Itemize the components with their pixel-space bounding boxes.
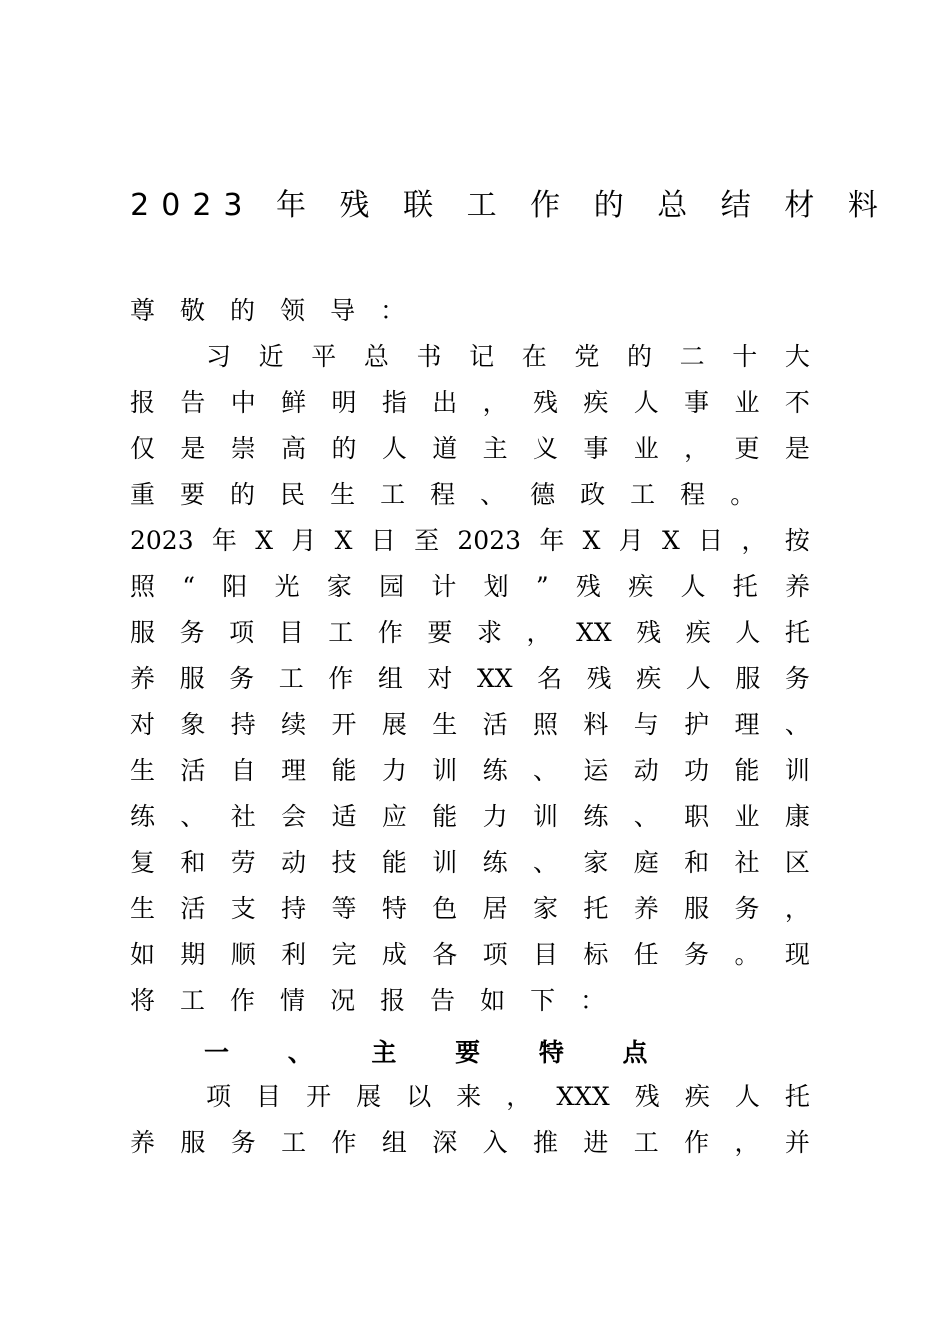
text-token: ， (684, 434, 710, 463)
text-token: X (582, 526, 601, 555)
text-token: 2023 (130, 526, 194, 555)
text-token: 理 (281, 756, 307, 785)
text-token: 敬 (180, 296, 206, 325)
text-token: 、 (533, 848, 559, 877)
text-token: 人 (680, 572, 706, 601)
text-line (130, 426, 810, 472)
text-token: 计 (431, 572, 457, 601)
text-token: 下 (530, 986, 556, 1015)
text-token: 、 (533, 756, 559, 785)
text-token: 总 (363, 342, 389, 371)
text-token: 作 (377, 618, 403, 647)
text-token: 托 (583, 894, 609, 923)
text-token: 工 (630, 480, 656, 509)
text-token: 功 (684, 756, 710, 785)
text-token: 程 (680, 480, 706, 509)
text-token: 务 (734, 894, 760, 923)
text-token: 组 (381, 1128, 407, 1157)
text-token: 生 (130, 894, 156, 923)
text-token: 目 (256, 1082, 282, 1111)
text-token: 支 (230, 894, 256, 923)
text-token: 事 (684, 388, 710, 417)
text-token: X (255, 526, 274, 555)
text-token: 作 (230, 986, 256, 1015)
text-token: 工 (380, 480, 406, 509)
text-token: 项 (206, 1082, 232, 1111)
text-token: 残 (533, 388, 559, 417)
text-token: 如 (130, 940, 156, 969)
text-token: X (334, 526, 353, 555)
text-token: 来 (456, 1082, 482, 1111)
text-token: 项 (482, 940, 508, 969)
text-token: 项 (229, 618, 255, 647)
text-token: 残 (575, 572, 601, 601)
text-token: 深 (432, 1128, 458, 1157)
text-token: 标 (583, 940, 609, 969)
text-token: XX (576, 618, 612, 647)
text-token: 训 (533, 802, 559, 831)
text-token: 务 (684, 940, 710, 969)
text-token: 道 (432, 434, 458, 463)
text-token: 家 (583, 848, 609, 877)
text-token: 尊 (130, 296, 156, 325)
text-token: 期 (180, 940, 206, 969)
text-token: 练 (130, 802, 156, 831)
text-token: 和 (180, 848, 206, 877)
text-line (130, 794, 810, 840)
text-token: 。 (730, 480, 756, 509)
text-token: 业 (734, 388, 760, 417)
text-token: 要 (427, 618, 453, 647)
text-token: 光 (274, 572, 300, 601)
text-token: 养 (633, 894, 659, 923)
text-token: ， (506, 1082, 532, 1111)
text-token: 人 (735, 618, 761, 647)
text-token: 崇 (230, 434, 256, 463)
text-token: 服 (684, 894, 710, 923)
text-token: 事 (583, 434, 609, 463)
text-token: 残 (586, 664, 612, 693)
text-token: 重 (130, 480, 156, 509)
text-token: 仅 (130, 434, 156, 463)
document-title: 2023 年 残 联 工 作 的 总 结 材 料 (130, 188, 890, 223)
text-line (130, 380, 810, 426)
text-token: 活 (180, 756, 206, 785)
text-token: ： (580, 986, 606, 1015)
text-token: 作 (684, 1128, 710, 1157)
text-token: 推 (533, 1128, 559, 1157)
text-token: 持 (230, 710, 256, 739)
text-token: 各 (432, 940, 458, 969)
text-token: 党 (574, 342, 600, 371)
text-token: 工 (278, 664, 304, 693)
text-token: 工 (180, 986, 206, 1015)
text-token: 如 (480, 986, 506, 1015)
text-token: 疾 (685, 618, 711, 647)
text-token: 疾 (628, 572, 654, 601)
text-token: XXX (556, 1082, 610, 1111)
text-token: ， (734, 1128, 760, 1157)
text-token: ， (741, 526, 767, 555)
text-token: 工 (633, 1128, 659, 1157)
text-token: 记 (469, 342, 495, 371)
text-token: 年 (211, 526, 237, 555)
text-token: 等 (331, 894, 357, 923)
text-token: 是 (784, 434, 810, 463)
text-token: 的 (331, 434, 357, 463)
text-line (130, 1074, 810, 1120)
text-token: 进 (583, 1128, 609, 1157)
text-token: 活 (482, 710, 508, 739)
text-token: 疾 (636, 664, 662, 693)
text-token: 。 (734, 940, 760, 969)
text-token: ： (380, 296, 406, 325)
text-token: 康 (784, 802, 810, 831)
text-token: 生 (330, 480, 356, 509)
text-token: 作 (328, 664, 354, 693)
text-token: 出 (432, 388, 458, 417)
text-token: 服 (130, 618, 156, 647)
text-token: 料 (583, 710, 609, 739)
text-token: 大 (784, 342, 810, 371)
text-token: 托 (732, 572, 758, 601)
paragraph-2 (130, 1074, 810, 1166)
text-token: 疾 (684, 1082, 710, 1111)
text-token: 养 (784, 572, 810, 601)
text-line (130, 932, 810, 978)
salutation-block (130, 288, 810, 334)
text-token: 务 (784, 664, 810, 693)
text-token: 家 (533, 894, 559, 923)
text-token: 二 (679, 342, 705, 371)
text-token: 练 (583, 802, 609, 831)
text-token: 指 (381, 388, 407, 417)
text-line (130, 840, 810, 886)
text-token: 书 (416, 342, 442, 371)
text-token: ” (535, 572, 549, 601)
section-heading: 一 、 主 要 特 点 (204, 1038, 673, 1067)
text-token: 年 (539, 526, 565, 555)
text-token: 活 (180, 894, 206, 923)
text-token: 务 (229, 664, 255, 693)
text-token: 情 (280, 986, 306, 1015)
text-token: 平 (311, 342, 337, 371)
text-token: 残 (634, 1082, 660, 1111)
text-token: 十 (732, 342, 758, 371)
text-token: 德 (530, 480, 556, 509)
text-token: 民 (280, 480, 306, 509)
text-token: 政 (580, 480, 606, 509)
text-token: 社 (230, 802, 256, 831)
text-token: 运 (583, 756, 609, 785)
text-line (130, 334, 810, 380)
text-token: 阳 (222, 572, 248, 601)
text-token: 职 (684, 802, 710, 831)
text-token: 生 (130, 756, 156, 785)
text-token: 至 (414, 526, 440, 555)
text-token: 残 (636, 618, 662, 647)
text-token: 并 (784, 1128, 810, 1157)
text-token: 服 (735, 664, 761, 693)
text-token: 园 (379, 572, 405, 601)
text-token: ， (526, 618, 552, 647)
text-token: 不 (784, 388, 810, 417)
text-token: 特 (381, 894, 407, 923)
text-token: 技 (331, 848, 357, 877)
text-token: 顺 (230, 940, 256, 969)
text-token: 家 (326, 572, 352, 601)
text-token: 动 (281, 848, 307, 877)
text-token: 理 (734, 710, 760, 739)
text-token: 养 (130, 664, 156, 693)
text-token: 名 (537, 664, 563, 693)
text-token: 养 (130, 1128, 156, 1157)
text-token: 目 (533, 940, 559, 969)
text-line (130, 610, 810, 656)
text-token: 区 (784, 848, 810, 877)
text-token: 业 (633, 434, 659, 463)
text-token: 报 (130, 388, 156, 417)
text-token: 、 (784, 710, 810, 739)
text-token: 主 (482, 434, 508, 463)
text-token: 训 (432, 848, 458, 877)
text-line (130, 472, 810, 518)
text-token: 要 (180, 480, 206, 509)
text-line (130, 656, 810, 702)
text-token: 续 (281, 710, 307, 739)
text-token: 按 (784, 526, 810, 555)
text-token: 将 (130, 986, 156, 1015)
text-token: 居 (482, 894, 508, 923)
text-token: 划 (483, 572, 509, 601)
text-token: 开 (306, 1082, 332, 1111)
text-token: 义 (533, 434, 559, 463)
text-token: 求 (476, 618, 502, 647)
text-token: 日 (370, 526, 396, 555)
text-line (130, 886, 810, 932)
text-token: 、 (633, 802, 659, 831)
text-token: 持 (281, 894, 307, 923)
text-token: 人 (633, 388, 659, 417)
text-token: 、 (180, 802, 206, 831)
text-token: 人 (381, 434, 407, 463)
text-token: 照 (130, 572, 156, 601)
text-line (130, 564, 810, 610)
text-token: XX (476, 664, 513, 693)
text-token: 工 (328, 618, 354, 647)
text-token: 动 (633, 756, 659, 785)
text-token: 象 (180, 710, 206, 739)
text-token: 、 (480, 480, 506, 509)
text-token: 疾 (583, 388, 609, 417)
text-line (130, 1120, 810, 1166)
text-token: 服 (180, 1128, 206, 1157)
text-token: 导 (330, 296, 356, 325)
text-token: 的 (230, 480, 256, 509)
text-token: 高 (281, 434, 307, 463)
text-line (130, 702, 810, 748)
text-token: 任 (633, 940, 659, 969)
text-token: 务 (179, 618, 205, 647)
text-token: 务 (230, 1128, 256, 1157)
text-token: ， (784, 894, 810, 923)
text-token: 力 (482, 802, 508, 831)
text-token: 在 (521, 342, 547, 371)
paragraph-1 (130, 334, 810, 1024)
text-token: 2023 (457, 526, 522, 555)
text-token: 更 (734, 434, 760, 463)
text-token: 组 (377, 664, 403, 693)
text-token: 近 (258, 342, 284, 371)
text-token: 完 (331, 940, 357, 969)
text-token: 能 (331, 756, 357, 785)
text-token: 报 (380, 986, 406, 1015)
text-token: 社 (734, 848, 760, 877)
text-token: 人 (734, 1082, 760, 1111)
text-token: 是 (180, 434, 206, 463)
text-token: 习 (206, 342, 232, 371)
text-token: 照 (533, 710, 559, 739)
text-token: 色 (432, 894, 458, 923)
text-token: 生 (432, 710, 458, 739)
text-token: 劳 (230, 848, 256, 877)
text-token: 鲜 (281, 388, 307, 417)
text-token: X (662, 526, 680, 555)
text-token: 训 (432, 756, 458, 785)
text-token: 与 (633, 710, 659, 739)
text-token: 程 (430, 480, 456, 509)
text-token: 目 (278, 618, 304, 647)
text-token: 托 (784, 1082, 810, 1111)
text-token: 利 (281, 940, 307, 969)
text-token: ， (482, 388, 508, 417)
text-token: 能 (734, 756, 760, 785)
text-token: 的 (230, 296, 256, 325)
text-token: 业 (734, 802, 760, 831)
text-token: 日 (698, 526, 724, 555)
text-token: 庭 (633, 848, 659, 877)
text-token: 托 (784, 618, 810, 647)
text-token: 以 (406, 1082, 432, 1111)
text-token: 人 (685, 664, 711, 693)
text-token: 对 (130, 710, 156, 739)
text-token: 明 (331, 388, 357, 417)
text-token: 自 (230, 756, 256, 785)
text-token: 对 (427, 664, 453, 693)
text-token: 适 (331, 802, 357, 831)
text-token: 应 (381, 802, 407, 831)
text-token: 中 (230, 388, 256, 417)
text-token: 领 (280, 296, 306, 325)
text-token: 能 (381, 848, 407, 877)
text-token: 展 (381, 710, 407, 739)
text-token: 训 (784, 756, 810, 785)
text-token: 况 (330, 986, 356, 1015)
text-token: 月 (291, 526, 317, 555)
text-token: 复 (130, 848, 156, 877)
text-token: 作 (331, 1128, 357, 1157)
text-token: 的 (627, 342, 653, 371)
text-token: 现 (784, 940, 810, 969)
text-token: 工 (281, 1128, 307, 1157)
text-token: 护 (684, 710, 710, 739)
text-token: 成 (381, 940, 407, 969)
text-token: 能 (432, 802, 458, 831)
text-token: 告 (180, 388, 206, 417)
text-token: 月 (618, 526, 644, 555)
text-token: 力 (381, 756, 407, 785)
text-token: 会 (281, 802, 307, 831)
text-token: 练 (482, 848, 508, 877)
text-token: 展 (356, 1082, 382, 1111)
salutation (130, 288, 810, 334)
text-token: 入 (482, 1128, 508, 1157)
text-token: 告 (430, 986, 456, 1015)
text-token: 和 (684, 848, 710, 877)
text-token: 开 (331, 710, 357, 739)
text-token: 服 (179, 664, 205, 693)
text-line (130, 748, 810, 794)
text-token: 练 (482, 756, 508, 785)
text-line (130, 518, 810, 564)
text-token: “ (182, 572, 196, 601)
text-line (130, 978, 810, 1024)
